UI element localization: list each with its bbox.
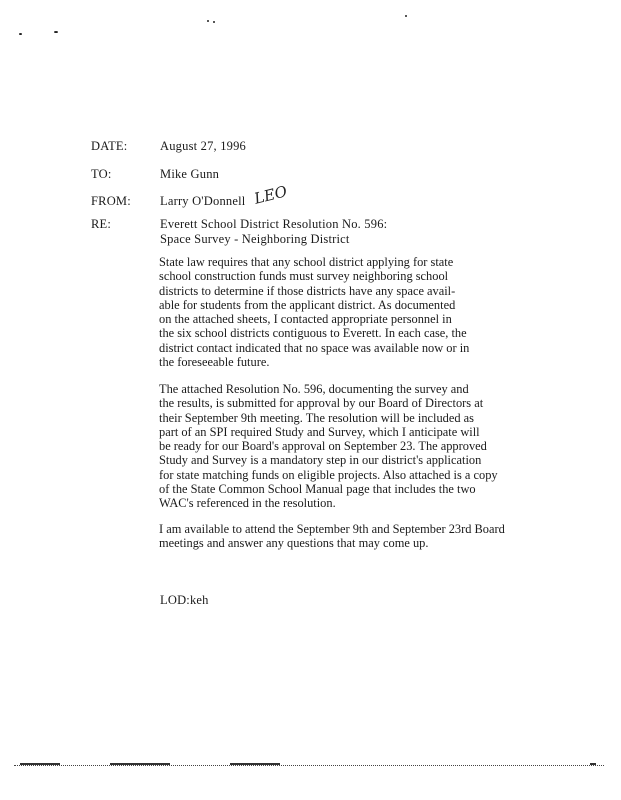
text-line: the results, is submitted for approval by our Board of Directors at bbox=[159, 396, 484, 411]
body-paragraph-2 bbox=[159, 382, 551, 511]
typist-initials: LOD:keh bbox=[160, 593, 209, 607]
text-line: Study and Survey is a mandatory step in our district's application bbox=[159, 453, 482, 468]
date-value: August 27, 1996 bbox=[160, 139, 246, 153]
handwritten-initials: LEO bbox=[252, 182, 289, 208]
footer-scan-mark bbox=[110, 763, 170, 765]
text-line: be ready for our Board's approval on September 23. The approved bbox=[159, 439, 487, 454]
text-line: the foreseeable future. bbox=[159, 355, 270, 370]
scan-speck bbox=[207, 20, 209, 22]
text-line: I am available to attend the September 9th and September 23rd Board bbox=[159, 522, 505, 536]
text-line: on the attached sheets, I contacted appropriate personnel in bbox=[159, 312, 452, 327]
to-value: Mike Gunn bbox=[160, 167, 220, 181]
re-line-1: Everett School District Resolution No. 596: bbox=[160, 217, 388, 231]
text-line: of the State Common School Manual page that includes the two bbox=[159, 482, 476, 497]
text-line: meetings and answer any questions that may come up. bbox=[159, 536, 429, 551]
text-line: able for students from the applicant district. As documented bbox=[159, 297, 456, 312]
scan-speck bbox=[54, 31, 58, 33]
scan-speck bbox=[405, 15, 407, 17]
scan-speck bbox=[213, 21, 215, 23]
footer-scan-mark bbox=[20, 763, 60, 765]
text-line: district contact indicated that no space was available now or in bbox=[159, 340, 470, 355]
text-line: The attached Resolution No. 596, documenting the survey and bbox=[159, 382, 469, 396]
footer-scan-mark bbox=[230, 763, 280, 765]
text-line: WAC's referenced in the resolution. bbox=[159, 496, 336, 511]
text-line: for state matching funds on eligible projects. Also attached is a copy bbox=[159, 467, 498, 482]
re-label: RE: bbox=[91, 217, 112, 231]
text-line: State law requires that any school district applying for state bbox=[159, 255, 454, 269]
to-label: TO: bbox=[91, 167, 112, 181]
footer-scan-line bbox=[14, 765, 604, 767]
from-value: Larry O'Donnell bbox=[160, 194, 246, 208]
body-paragraph-1 bbox=[159, 255, 551, 369]
text-line: districts to determine if those districts have any space avail- bbox=[159, 283, 456, 298]
text-line: the six school districts contiguous to Everett. In each case, the bbox=[159, 326, 467, 341]
text-line: their September 9th meeting. The resolution will be included as bbox=[159, 410, 474, 425]
footer-scan-mark bbox=[590, 763, 596, 765]
body-paragraph-3 bbox=[159, 522, 551, 551]
text-line: part of an SPI required Study and Survey, which I anticipate will bbox=[159, 424, 480, 439]
scan-speck bbox=[19, 33, 22, 35]
text-line: school construction funds must survey neighboring school bbox=[159, 269, 449, 284]
date-label: DATE: bbox=[91, 139, 128, 153]
re-line-2: Space Survey - Neighboring District bbox=[160, 232, 350, 246]
from-label: FROM: bbox=[91, 194, 131, 208]
